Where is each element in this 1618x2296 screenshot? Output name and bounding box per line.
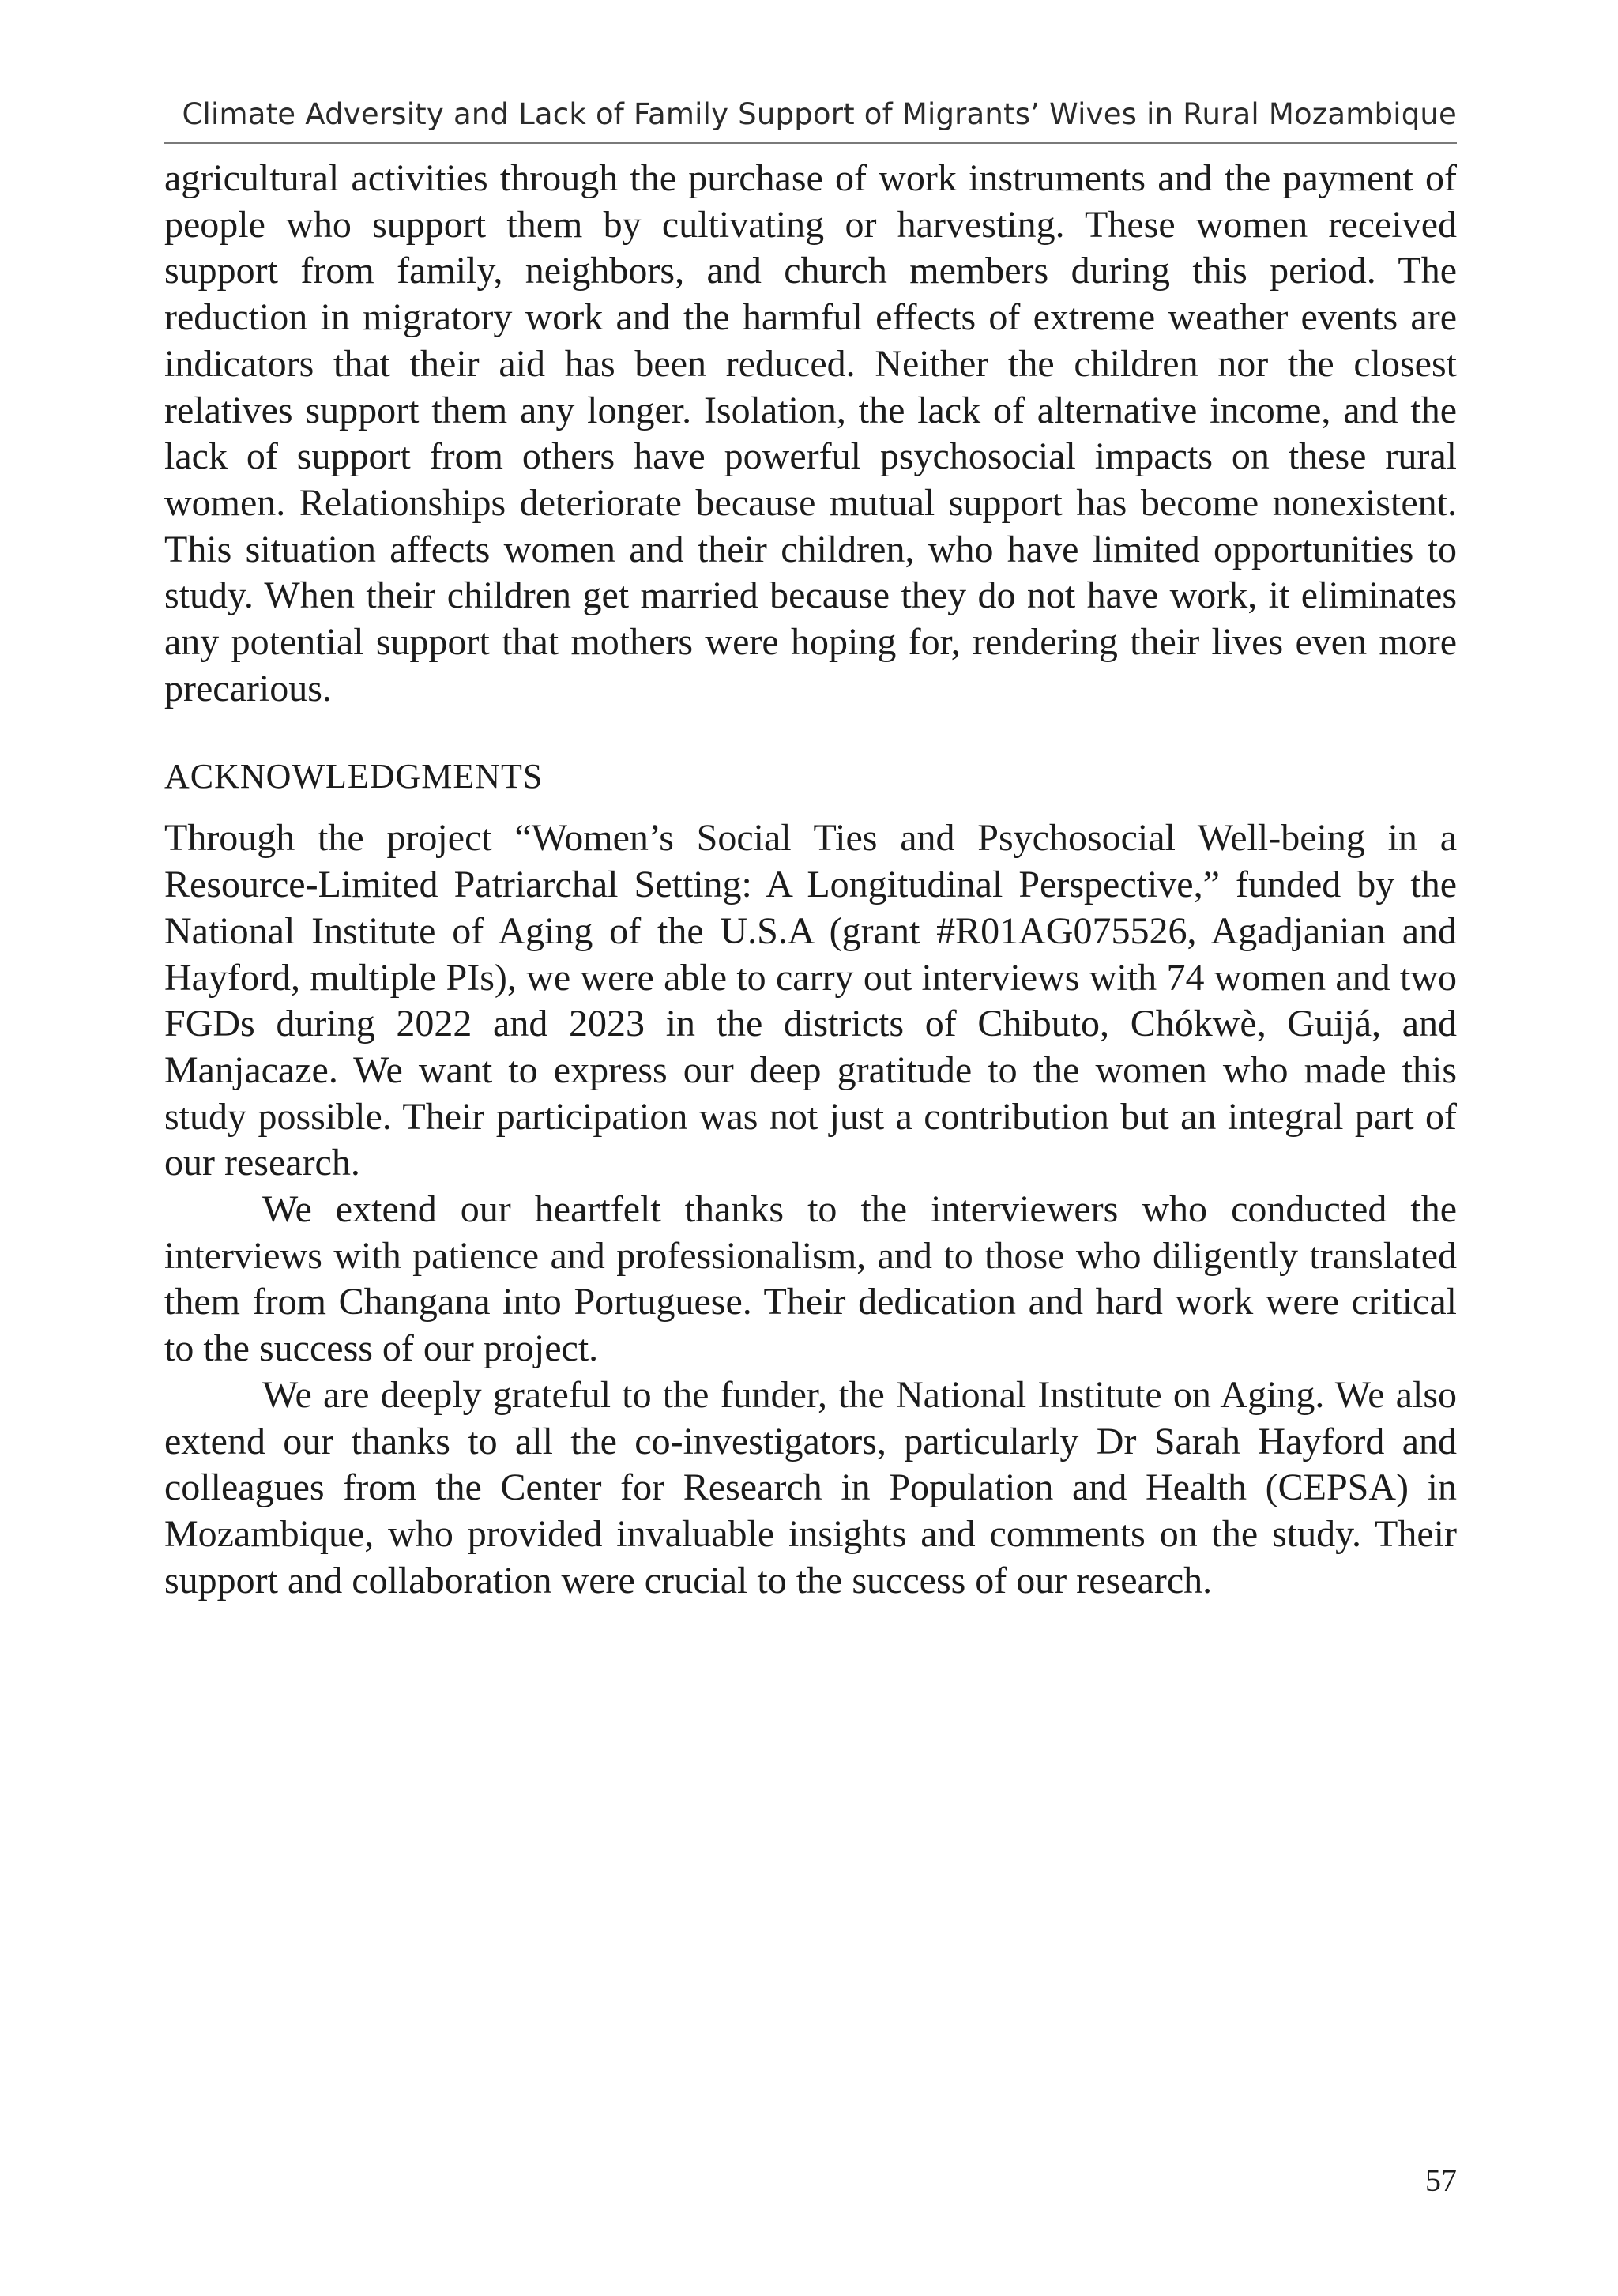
page-number: 57 <box>1425 2162 1457 2198</box>
acknowledgments-heading: ACKNOWLEDGMENTS <box>164 757 544 796</box>
main-text-column <box>164 156 1457 1604</box>
running-header-title: Climate Adversity and Lack of Family Support of Migrants’ Wives in Rural Mozambique <box>182 97 1457 131</box>
acknowledgments-paragraph: We extend our heartfelt thanks to the interviewers who conducted the interviews with patience and professionalism, and to those who diligently translated them from Changana into Portuguese. Their dedication and hard work were critical to the success of our project. <box>164 1188 1457 1370</box>
header-divider <box>164 142 1457 144</box>
continuation-paragraph: agricultural activities through the purchase of work instruments and the payment of people who support them by cultivating or harvesting. These women received support from family, neighbors, and church members during this period. The reduction in migratory work and the harmful effects of extreme weather events are indicators that their aid has been reduced. Neither the children nor the closest relatives support them any longer. Isolation, the lack of alternative income, and the lack of support from others have powerful psychosocial impacts on these rural women. Relationships deteriorate because mutual support has become nonexistent. This situation affects women and their children, who have limited opportunities to study. When their children get married because they do not have work, it eliminates any potential support that mothers were hoping for, rendering their lives even more precarious. <box>164 157 1457 710</box>
acknowledgments-paragraph: We are deeply grateful to the funder, the National Institute on Aging. We also extend our thanks to all the co-investigators, particularly Dr Sarah Hayford and colleagues from the Center for Research in Population and Health (CEPSA) in Mozambique, who provided invaluable insights and comments on the study. Their support and collaboration were crucial to the success of our research. <box>164 1373 1457 1602</box>
acknowledgments-paragraph: Through the project “Women’s Social Ties and Psychosocial Well-being in a Resource-Limited Patriarchal Setting: A Longitudinal Perspective,” funded by the National Institute of Aging of the U.S.A (grant #R01AG075526, Agadjanian and Hayford, multiple PIs), we were able to carry out interviews with 74 women and two FGDs during 2022 and 2023 in the districts of Chibuto, Chókwè, Guijá, and Manjacaze. We want to express our deep gratitude to the women who made this study possible. Their participation was not just a contribution but an integral part of our research. <box>164 817 1457 1184</box>
